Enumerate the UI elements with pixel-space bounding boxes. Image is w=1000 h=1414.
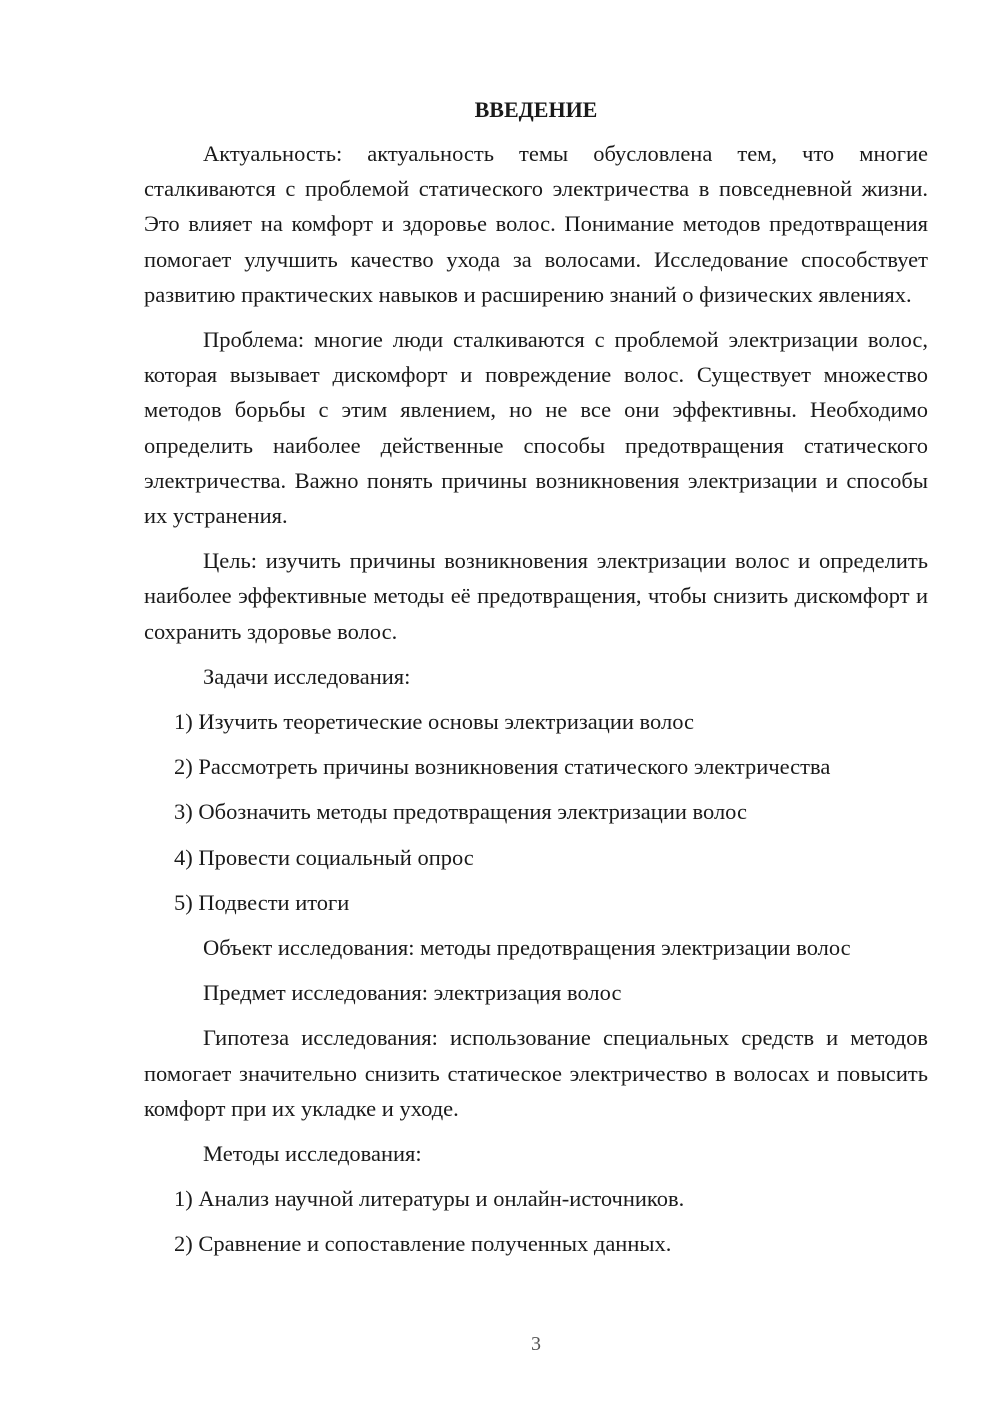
list-item: 4) Провести социальный опрос <box>174 844 474 870</box>
section-heading: ВВЕДЕНИЕ <box>474 97 598 122</box>
tasks-list <box>144 704 928 920</box>
methods-title: Методы исследования: <box>203 1141 422 1167</box>
list-item: 3) Обозначить методы предотвращения электризации волос <box>174 799 747 825</box>
page-number: 3 <box>531 1333 541 1355</box>
research-subject: Предмет исследования: электризация волос <box>203 980 622 1006</box>
list-item: 5) Подвести итоги <box>174 889 350 915</box>
document-page <box>144 92 928 1272</box>
list-item: 2) Сравнение и сопоставление полученных данных. <box>174 1231 672 1257</box>
list-item: 2) Рассмотреть причины возникновения статического электричества <box>174 754 831 780</box>
hypothesis-paragraph: Гипотеза исследования: использование специальных средств и методов помогает значительно снизить статическое электричество в волосах и повысить комфорт при их укладке и уходе. <box>144 1025 928 1121</box>
problem-paragraph: Проблема: многие люди сталкиваются с проблемой электризации волос, которая вызывает дискомфорт и повреждение волос. Существует множество методов борьбы с этим явлением, но не все они эффективны. Необходимо определить наиболее действенные способы предотвращения статического электричества. Важно понять причины возникновения электризации и способы их устранения. <box>144 327 928 529</box>
list-item: 1) Изучить теоретические основы электризации волос <box>174 709 694 735</box>
methods-list <box>144 1181 928 1261</box>
list-item: 1) Анализ научной литературы и онлайн-источников. <box>174 1186 685 1212</box>
goal-paragraph: Цель: изучить причины возникновения электризации волос и определить наиболее эффективные методы её предотвращения, чтобы снизить дискомфорт и сохранить здоровье волос. <box>144 548 928 644</box>
tasks-title: Задачи исследования: <box>203 663 411 689</box>
research-object: Объект исследования: методы предотвращения электризации волос <box>203 935 851 961</box>
relevance-paragraph: Актуальность: актуальность темы обусловлена тем, что многие сталкиваются с проблемой статического электричества в повседневной жизни. Это влияет на комфорт и здоровье волос. Понимание методов предотвращения помогает улучшить качество ухода за волосами. Исследование способствует развитию практических навыков и расширению знаний о физических явлениях. <box>144 141 928 307</box>
